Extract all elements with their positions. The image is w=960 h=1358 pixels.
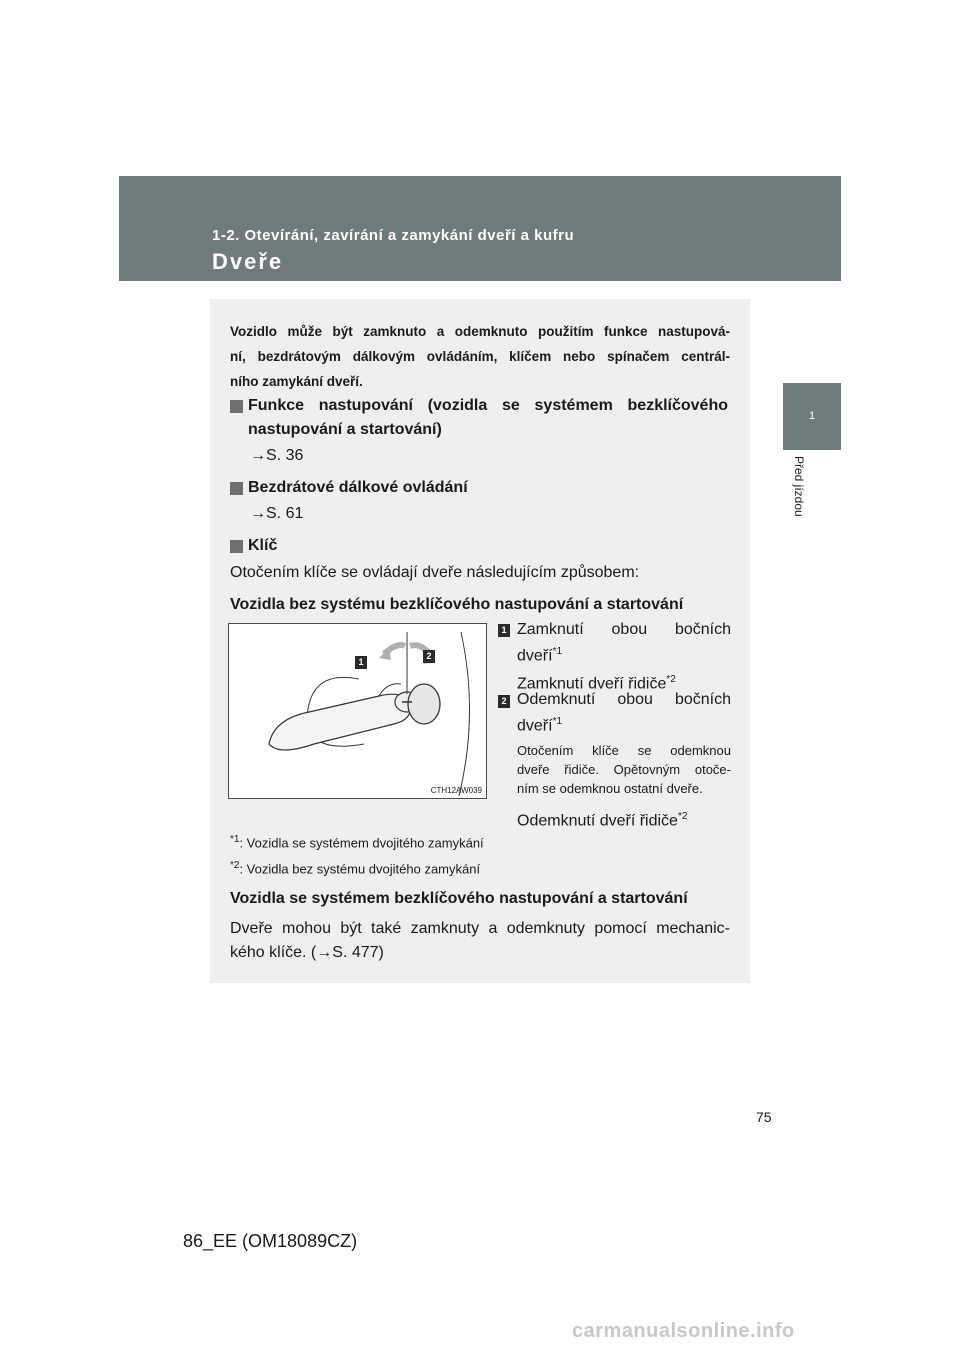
remote-page-ref: →S. 61: [250, 505, 304, 522]
chapter-name: Před jízdou: [792, 456, 806, 517]
intro-line: ní, bezdrátovým dálkovým ovládáním, klíčem nebo spínačem centrál-: [230, 349, 730, 364]
item-1-badge: 1: [498, 624, 510, 637]
callout-2-badge: 2: [423, 650, 435, 663]
bullet-square-icon: [230, 482, 243, 495]
illustration-code: CTH12AW039: [430, 786, 482, 795]
key-heading: Klíč: [248, 537, 278, 554]
note-line: ním se odemknou ostatní dveře.: [517, 781, 703, 796]
remote-heading: Bezdrátové dálkové ovládání: [248, 479, 468, 496]
intro-line: ního zamykání dveří.: [230, 374, 363, 389]
content-box: [210, 299, 750, 983]
item-2-line1: Odemknutí obou bočních: [517, 691, 731, 708]
bullet-square-icon: [230, 540, 243, 553]
page-title: Dveře: [212, 249, 284, 274]
chapter-tab: 1: [783, 383, 841, 450]
entry-heading-line1: Funkce nastupování (vozidla se systémem bezklíčového: [248, 397, 728, 414]
door-handle-key-icon: [229, 624, 486, 798]
item-1-line3: Zamknutí dveří řidiče$^{*2}$: [517, 674, 676, 693]
section-label: 1-2. Otevírání, zavírání a zamykání dveří a kufru: [212, 227, 575, 244]
entry-page-ref: →S. 36: [250, 447, 304, 464]
note-line: Otočením klíče se odemknou: [517, 743, 731, 758]
item-2-line3: Odemknutí dveří řidiče$^{*2}$: [517, 811, 688, 830]
item-2-line2: dveří$^{*1}$: [517, 716, 563, 735]
key-text: Otočením klíče se ovládají dveře následujícím způsobem:: [230, 564, 640, 581]
item-2-text: [517, 689, 731, 737]
keyless-line1: Dveře mohou být také zamknuty a odemknuty pomocí mechanic-: [230, 920, 730, 937]
note-line: dveře řidiče. Opětovným otoče-: [517, 762, 731, 777]
item-2-note: [517, 741, 731, 798]
intro-line: Vozidlo může být zamknuto a odemknuto použitím funkce nastupová-: [230, 324, 730, 339]
footnote-2: $^{*2}$: Vozidla bez systému dvojitého zamykání: [230, 860, 481, 877]
entry-heading-line2: nastupování a startování): [248, 421, 442, 438]
no-keyless-heading: Vozidla bez systému bezklíčového nastupování a startování: [230, 596, 684, 613]
header-bar: [119, 176, 841, 281]
door-handle-illustration: [228, 623, 487, 799]
footnote-1: $^{*1}$: Vozidla se systémem dvojitého zamykání: [230, 834, 484, 851]
intro-paragraph: [230, 319, 730, 394]
watermark: carmanualsonline.info: [572, 1320, 795, 1342]
document-id: 86_EE (OM18089CZ): [183, 1231, 358, 1251]
item-1-line1: Zamknutí obou bočních: [517, 621, 731, 638]
keyless-line2: kého klíče. (→S. 477): [230, 944, 384, 961]
bullet-square-icon: [230, 400, 243, 413]
callout-1-badge: 1: [355, 656, 367, 669]
item-2-badge: 2: [498, 695, 510, 708]
item-1-text: [517, 619, 731, 696]
page-number: 75: [756, 1109, 772, 1125]
item-1-line2: dveří$^{*1}$: [517, 646, 563, 665]
keyless-heading: Vozidla se systémem bezklíčového nastupování a startování: [230, 890, 688, 907]
